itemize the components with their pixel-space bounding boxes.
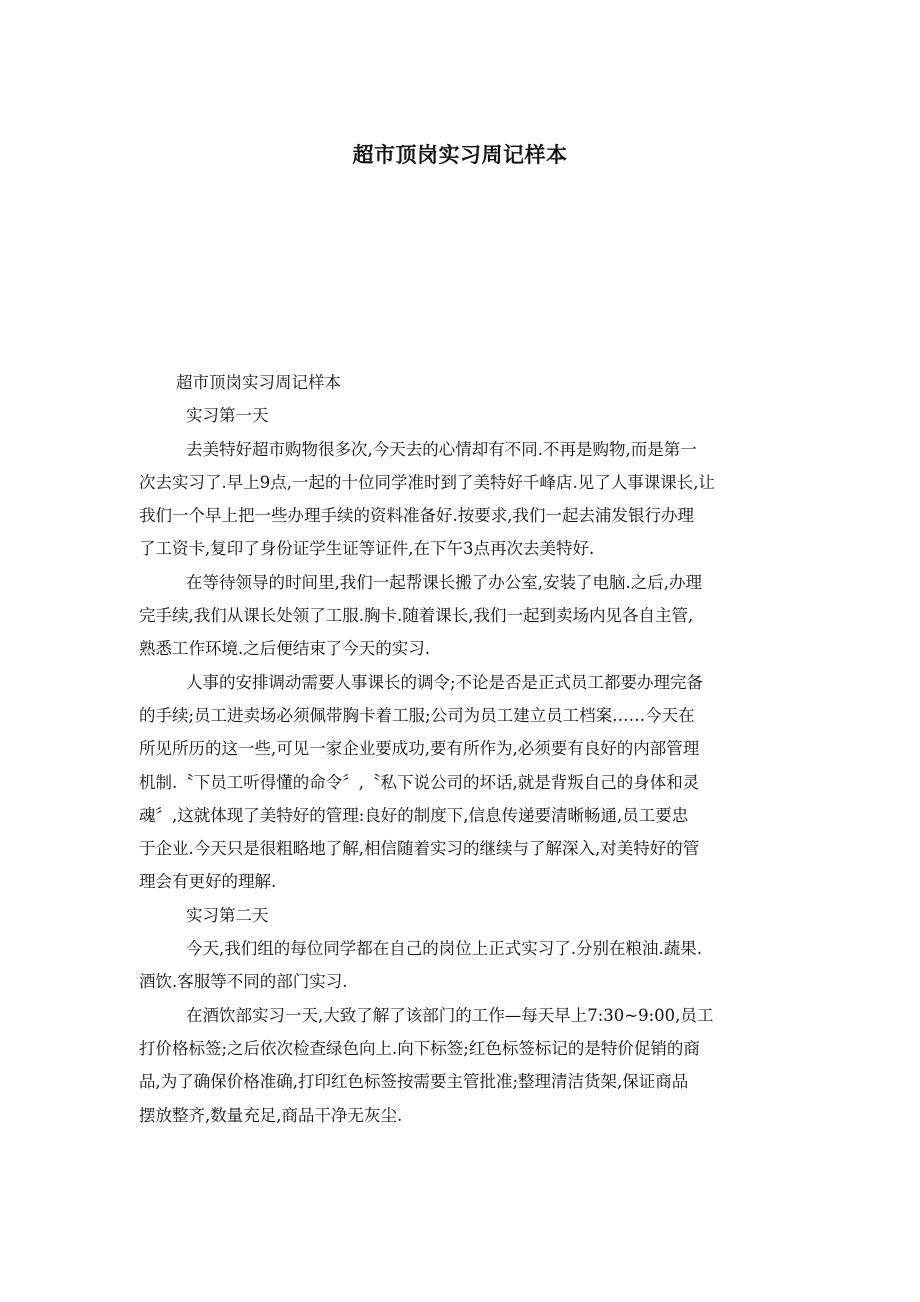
section-heading: 实习第一天 — [186, 406, 269, 426]
paragraph-line: 理会有更好的理解. — [139, 872, 277, 892]
paragraph-first-line: 今天,我们组的每位同学都在自己的岗位上正式实习了.分别在粮油.蔬果. — [186, 939, 702, 959]
paragraph-line: 次去实习了.早上9点,一起的十位同学准时到了美特好千峰店.见了人事课课长,让 — [139, 472, 715, 492]
paragraph-line: 了工资卡,复印了身份证学生证等证件,在下午3点再次去美特好. — [139, 539, 595, 559]
paragraph-line: 所见所历的这一些,可见一家企业要成功,要有所作为,必须要有良好的内部管理 — [139, 739, 700, 759]
paragraph-line: 于企业.今天只是很粗略地了解,相信随着实习的继续与了解深入,对美特好的管 — [139, 839, 700, 859]
paragraph-first-line: 去美特好超市购物很多次,今天去的心情却有不同.不再是购物,而是第一 — [186, 439, 697, 459]
paragraph-line: 酒饮.客服等不同的部门实习. — [139, 972, 348, 992]
paragraph-line: 的手续;员工进卖场必须佩带胸卡着工服;公司为员工建立员工档案……今天在 — [139, 705, 695, 725]
paragraph-first-line: 在酒饮部实习一天,大致了解了该部门的工作—每天早上7:30~9:00,员工 — [186, 1005, 714, 1025]
document-title: 超市顶岗实习周记样本 — [352, 142, 568, 167]
paragraph-line: 摆放整齐,数量充足,商品干净无灰尘. — [139, 1105, 403, 1125]
paragraph-line: 打价格标签;之后依次检查绿色向上.向下标签;红色标签标记的是特价促销的商 — [139, 1038, 700, 1058]
paragraph-line: 魂〞,这就体现了美特好的管理:良好的制度下,信息传递要清晰畅通,员工要忠 — [139, 805, 689, 825]
paragraph-first-line: 人事的安排调动需要人事课长的调令;不论是否是正式员工都要办理完备 — [186, 672, 704, 692]
paragraph-line: 熟悉工作环境.之后便结束了今天的实习. — [139, 639, 430, 659]
body-heading: 超市顶岗实习周记样本 — [176, 373, 341, 392]
section-heading: 实习第二天 — [186, 905, 269, 925]
paragraph-line: 我们一个早上把一些办理手续的资料准备好.按要求,我们一起去浦发银行办理 — [139, 506, 694, 526]
paragraph-first-line: 在等待领导的时间里,我们一起帮课长搬了办公室,安装了电脑.之后,办理 — [186, 572, 702, 592]
document-body — [139, 366, 789, 1132]
paragraph-line: 完手续,我们从课长处领了工服.胸卡.随着课长,我们一起到卖场内见各自主管, — [139, 606, 694, 626]
paragraph-line: 机制.〝下员工听得懂的命令〞,〝私下说公司的坏话,就是背叛自己的身体和灵 — [139, 772, 700, 792]
paragraph-line: 品,为了确保价格准确,打印红色标签按需要主管批准;整理清洁货架,保证商品 — [139, 1072, 689, 1092]
